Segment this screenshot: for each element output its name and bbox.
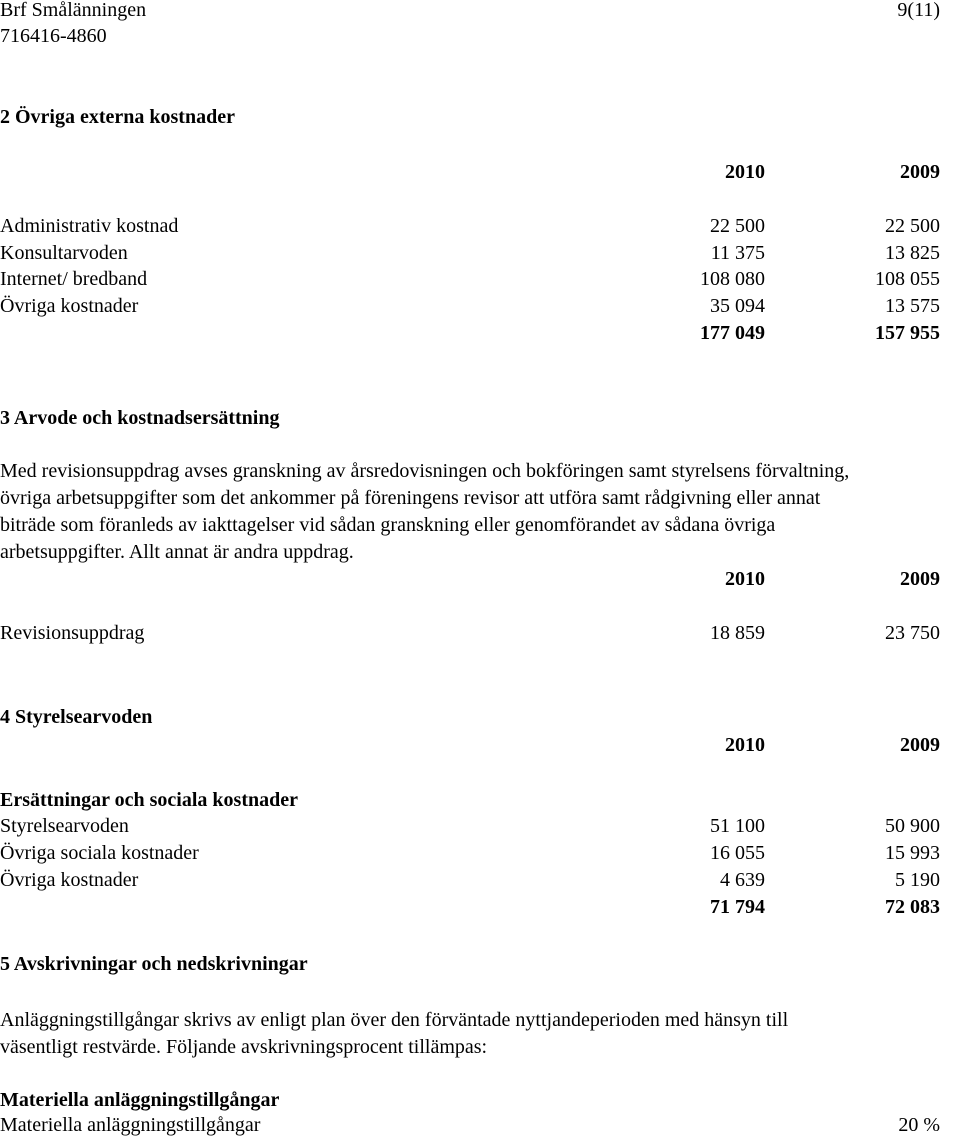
note3-heading: 3 Arvode och kostnadsersättning xyxy=(0,407,280,429)
table-row-value-2010: 11 375 xyxy=(710,242,765,264)
note4-year-2009: 2009 xyxy=(900,734,940,756)
note5-row-label: Materiella anläggningstillgångar xyxy=(0,1114,261,1136)
table-row-value-2010: 22 500 xyxy=(710,215,765,237)
table-row-label: Internet/ bredband xyxy=(0,268,148,290)
note5-subheading: Materiella anläggningstillgångar xyxy=(0,1089,280,1111)
table-row-value-2009: 50 900 xyxy=(885,815,940,837)
table-row-value-2009: 15 993 xyxy=(885,842,940,864)
note4-subheading: Ersättningar och sociala kostnader xyxy=(0,789,298,811)
note2-heading: 2 Övriga externa kostnader xyxy=(0,106,235,128)
note5-paragraph-line: väsentligt restvärde. Följande avskrivningsprocent tillämpas: xyxy=(0,1036,488,1058)
table-row-label: Administrativ kostnad xyxy=(0,215,179,237)
note4-year-2010: 2010 xyxy=(725,734,765,756)
page-number: 9(11) xyxy=(897,0,940,21)
table-row-value-2009: 22 500 xyxy=(885,215,940,237)
note5-heading: 5 Avskrivningar och nedskrivningar xyxy=(0,953,308,975)
table-row-value-2009: 108 055 xyxy=(875,268,940,290)
note5-paragraph-line: Anläggningstillgångar skrivs av enligt plan över den förväntade nyttjandeperioden med hänsyn till xyxy=(0,1009,789,1031)
org-name: Brf Smålänningen xyxy=(0,0,147,21)
note4-total-2009: 72 083 xyxy=(885,896,940,918)
table-row-label: Övriga kostnader xyxy=(0,295,139,317)
table-row-label: Styrelsearvoden xyxy=(0,815,129,837)
table-row-label: Övriga kostnader xyxy=(0,869,139,891)
table-row-value-2009: 13 825 xyxy=(885,242,940,264)
org-number: 716416-4860 xyxy=(0,25,107,47)
note4-total-2010: 71 794 xyxy=(710,896,765,918)
table-row-label: Övriga sociala kostnader xyxy=(0,842,199,864)
table-row-value-2010: 16 055 xyxy=(710,842,765,864)
note3-year-2010: 2010 xyxy=(725,568,765,590)
table-row-value-2010: 51 100 xyxy=(710,815,765,837)
note2-total-2010: 177 049 xyxy=(700,322,765,344)
note3-paragraph-line: Med revisionsuppdrag avses granskning av årsredovisningen och bokföringen samt styrelsens förvaltning, xyxy=(0,460,850,482)
table-row-value-2009: 13 575 xyxy=(885,295,940,317)
note3-row-value-2010: 18 859 xyxy=(710,622,765,644)
table-row-value-2010: 108 080 xyxy=(700,268,765,290)
note2-year-2010: 2010 xyxy=(725,161,765,183)
table-row-label: Konsultarvoden xyxy=(0,242,128,264)
table-row-value-2010: 4 639 xyxy=(720,869,765,891)
note3-paragraph-line: biträde som föranleds av iakttagelser vid sådan granskning eller genomförandet av sådana övriga xyxy=(0,514,776,536)
note3-paragraph-line: arbetsuppgifter. Allt annat är andra uppdrag. xyxy=(0,541,354,563)
table-row-value-2009: 5 190 xyxy=(895,869,940,891)
note5-row-value: 20 % xyxy=(898,1114,940,1136)
note3-year-2009: 2009 xyxy=(900,568,940,590)
note3-row-value-2009: 23 750 xyxy=(885,622,940,644)
note2-year-2009: 2009 xyxy=(900,161,940,183)
note3-row-label: Revisionsuppdrag xyxy=(0,622,145,644)
note3-paragraph-line: övriga arbetsuppgifter som det ankommer på föreningens revisor att utföra samt rådgivning eller annat xyxy=(0,487,821,509)
note2-total-2009: 157 955 xyxy=(875,322,940,344)
table-row-value-2010: 35 094 xyxy=(710,295,765,317)
note4-heading: 4 Styrelsearvoden xyxy=(0,706,153,728)
